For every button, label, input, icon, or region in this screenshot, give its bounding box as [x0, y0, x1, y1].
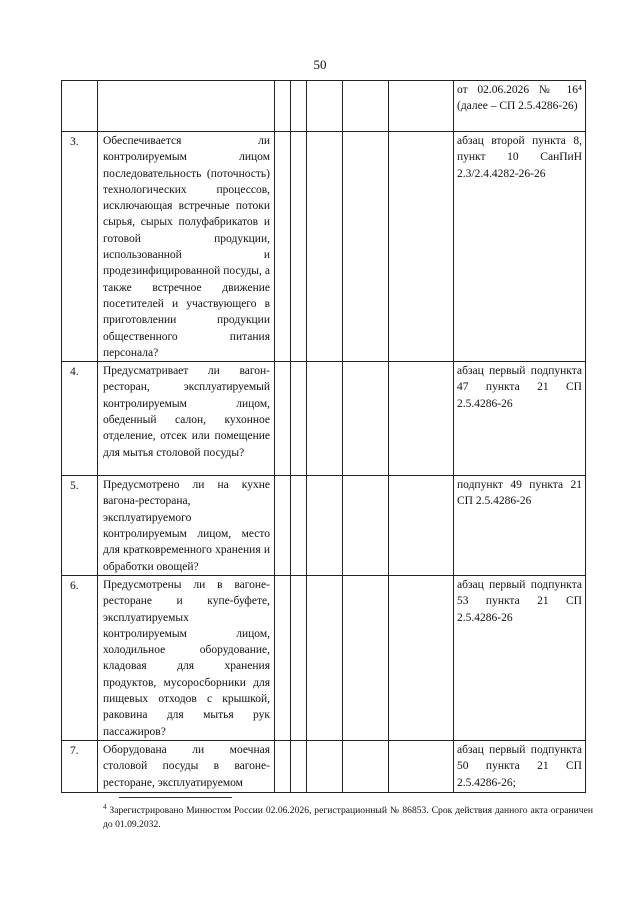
mark-cell	[291, 132, 307, 362]
reference-cell: абзац первый подпункта 50 пункта 21 СП 2.5.4286-26;	[454, 740, 586, 792]
reference-cell: подпункт 49 пункта 21 СП 2.5.4286-26	[454, 476, 586, 576]
checklist-table	[61, 80, 586, 793]
question-cell: Оборудована ли моечная столовой посуды в вагоне-ресторане, эксплуатируемом	[98, 740, 275, 792]
row-number	[62, 81, 98, 132]
reference-cell: от 02.06.2026 № 16⁴ (далее – СП 2.5.4286-26)	[454, 81, 586, 132]
row-number: 6.	[62, 575, 98, 740]
row-number: 7.	[62, 740, 98, 792]
footnote	[103, 804, 593, 832]
reference-cell: абзац первый подпункта 53 пункта 21 СП 2.5.4286-26	[454, 575, 586, 740]
question-cell	[98, 81, 275, 132]
mark-cell	[275, 575, 291, 740]
question-cell: Предусмотрено ли на кухне вагона-ресторана, эксплуатируемого контролируемым лицом, место для кратковременного хранения и обработки овощей?	[98, 476, 275, 576]
note-cell	[389, 575, 454, 740]
mark-cell	[343, 575, 389, 740]
note-cell	[389, 362, 454, 476]
question-cell: Предусматривает ли вагон-ресторан, эксплуатируемый контролируемым лицом, обеденный салон, кухонное отделение, отсек или помещение для мытья столовой посуды?	[98, 362, 275, 476]
mark-cell	[343, 740, 389, 792]
question-cell: Обеспечивается ли контролируемым лицом последовательность (поточность) технологических процессов, исключающая встречные потоки сырья, сырых полуфабрикатов и готовой продукции, использованной и продезинфицированной посуды, а также встречное движение посетителей и участвующего в приготовлении продукции общественного питания персонала?	[98, 132, 275, 362]
reference-cell: абзац первый подпункта 47 пункта 21 СП 2.5.4286-26	[454, 362, 586, 476]
reference-cell: абзац второй пункта 8, пункт 10 СанПиН 2.3/2.4.4282-26-26	[454, 132, 586, 362]
row-number: 5.	[62, 476, 98, 576]
table-row	[62, 81, 586, 132]
mark-cell	[275, 740, 291, 792]
mark-cell	[343, 132, 389, 362]
mark-cell	[275, 362, 291, 476]
footnote-marker: 4	[103, 802, 107, 811]
mark-cell	[307, 132, 343, 362]
question-cell: Предусмотрены ли в вагоне-ресторане и купе-буфете, эксплуатируемых контролируемым лицом, холодильное оборудование, кладовая для хранения продуктов, мусоросборники для пищевых отходов с крышкой, раковина для мытья рук пассажиров?	[98, 575, 275, 740]
mark-cell	[307, 575, 343, 740]
footnote-text: Зарегистрировано Минюстом России 02.06.2026, регистрационный № 86853. Срок действия данного акта ограничен до 01.09.2032.	[103, 805, 593, 830]
table-row	[62, 740, 586, 792]
note-cell	[389, 81, 454, 132]
note-cell	[389, 740, 454, 792]
mark-cell	[343, 362, 389, 476]
mark-cell	[291, 740, 307, 792]
mark-cell	[307, 476, 343, 576]
mark-cell	[291, 81, 307, 132]
table-row	[62, 476, 586, 576]
footnote-divider	[119, 797, 232, 798]
mark-cell	[307, 740, 343, 792]
note-cell	[389, 132, 454, 362]
note-cell	[389, 476, 454, 576]
table-row	[62, 575, 586, 740]
table-row	[62, 362, 586, 476]
mark-cell	[307, 362, 343, 476]
mark-cell	[275, 132, 291, 362]
row-number: 4.	[62, 362, 98, 476]
mark-cell	[343, 476, 389, 576]
mark-cell	[343, 81, 389, 132]
mark-cell	[291, 476, 307, 576]
row-number: 3.	[62, 132, 98, 362]
page-number: 50	[313, 57, 327, 72]
mark-cell	[307, 81, 343, 132]
mark-cell	[275, 81, 291, 132]
table-row	[62, 132, 586, 362]
mark-cell	[291, 362, 307, 476]
mark-cell	[275, 476, 291, 576]
mark-cell	[291, 575, 307, 740]
